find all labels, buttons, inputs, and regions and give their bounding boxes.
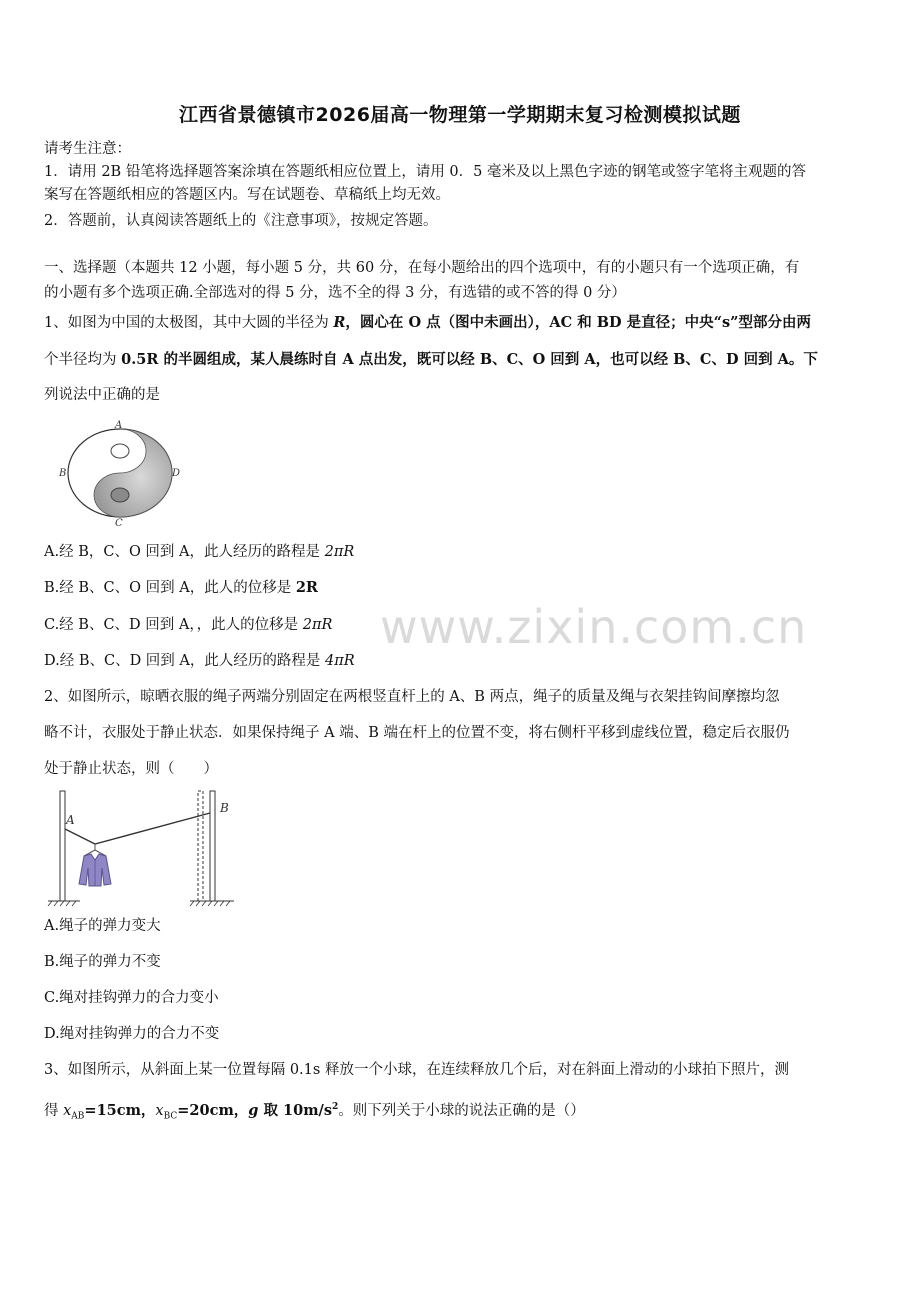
taiji-label-b: B [59, 468, 67, 479]
q1-option-c-text: C.经 B、C、D 回到 A，，此人的位移是 [44, 617, 303, 633]
notice-item-1a: 1．请用 2B 铅笔将选择题答案涂填在答题纸相应位置上，请用 0．5 毫米及以上黑色字迹的钢笔或签字笔将主观题的答 [44, 164, 806, 180]
q1-option-a-text: A.经 B，C、O 回到 A，此人经历的路程是 [44, 544, 325, 560]
q3-value-ab: =15cm， [84, 1101, 156, 1119]
q2-option-a: A.绳子的弹力变大 [44, 918, 161, 934]
section1-line1: 一、选择题（本题共 12 小题，每小题 5 分，共 60 分，在每小题给出的四个选项中，有的小题只有一个选项正确，有 [44, 260, 800, 276]
q1-option-a-value: 2πR [324, 544, 355, 560]
q3-x-symbol-2: x [155, 1102, 164, 1119]
q1-text-a: 1、如图为中国的太极图，其中大圆的半径为 [44, 315, 334, 331]
q2-option-d: D.绳对挂钩弹力的合力不变 [44, 1026, 220, 1042]
taiji-label-c: C [115, 518, 123, 528]
clothesline-figure [44, 788, 244, 910]
q3-text-post: 。则下列关于小球的说法正确的是（） [338, 1102, 585, 1119]
q1-line1 [44, 312, 880, 334]
q1-option-b [44, 577, 880, 599]
q1-option-d-text: D.经 B、C、D 回到 A，此人经历的路程是 [44, 653, 325, 669]
q1-text-c: ，圆心在 O 点（图中未画出），AC 和 BD 是直径；中央“s”型部分由两 [345, 314, 811, 331]
notice-item-1b: 案写在答题纸相应的答题区内。写在试题卷、草稿纸上均无效。 [44, 187, 450, 203]
clothesline-label-b: B [220, 801, 229, 815]
clothesline-label-a: A [66, 813, 75, 827]
q3-x-symbol-1: x [63, 1102, 72, 1119]
q3-text-pre: 得 [44, 1102, 64, 1119]
q2-line3: 处于静止状态，则（ ） [44, 761, 218, 777]
q1-option-a [44, 541, 880, 563]
notice-item-2: 2．答题前，认真阅读答题纸上的《注意事项》，按规定答题。 [44, 213, 438, 229]
q1-line2 [44, 349, 880, 371]
q3-value-bc: =20cm， [177, 1101, 249, 1119]
q1-option-c-value: 2πR [302, 617, 333, 633]
q1-text-2a: 个半径均为 [44, 352, 122, 368]
q2-line2: 略不计，衣服处于静止状态．如果保持绳子 A 端、B 端在杆上的位置不变，将右侧杆平移到虚线位置，稳定后衣服仍 [44, 725, 790, 741]
q3-line1: 3、如图所示，从斜面上某一位置每隔 0.1s 释放一个小球，在连续释放几个后，对在斜面上滑动的小球拍下照片，测 [44, 1062, 789, 1078]
taiji-figure [55, 418, 185, 528]
page-title: 江西省景德镇市2026届高一物理第一学期期末复习检测模拟试题 [179, 104, 741, 126]
q3-value-g: 取 10m/s [258, 1101, 332, 1119]
q1-text-2c: 的半圆组成，某人晨练时自 A 点出发，既可以经 B、C、O 回到 A，也可以经 B、C、D 回到 A。下 [158, 351, 818, 368]
q1-option-d-value: 4πR [325, 653, 355, 669]
taiji-label-d: D [172, 468, 181, 479]
q2-option-c: C.绳对挂钩弹力的合力变小 [44, 990, 219, 1006]
q2-option-b: B.绳子的弹力不变 [44, 954, 161, 970]
q3-g-symbol: g [248, 1101, 259, 1119]
q1-option-b-value: 2R [295, 579, 318, 596]
q3-exp: 2 [332, 1102, 339, 1112]
section1-line2: 的小题有多个选项正确.全部选对的得 5 分，选不全的得 3 分，有选错的或不答的得 0 分） [44, 285, 626, 301]
q3-sub-bc: BC [163, 1111, 178, 1122]
q1-radius-symbol: R [333, 314, 346, 331]
q1-line3: 列说法中正确的是 [44, 387, 160, 403]
q1-half-radius: 0.5R [121, 351, 159, 368]
watermark: www.zixin.com.cn [380, 600, 808, 654]
notice-heading: 请考生注意： [44, 141, 131, 157]
q1-option-b-text: B.经 B、C、O 回到 A，此人的位移是 [44, 580, 296, 596]
q2-line1: 2、如图所示，晾晒衣服的绳子两端分别固定在两根竖直杆上的 A、B 两点，绳子的质量及绳与衣架挂钩间摩擦均忽 [44, 689, 780, 705]
q3-sub-ab: AB [71, 1111, 85, 1122]
q3-line2 [44, 1096, 880, 1128]
taiji-label-a: A [115, 420, 123, 431]
